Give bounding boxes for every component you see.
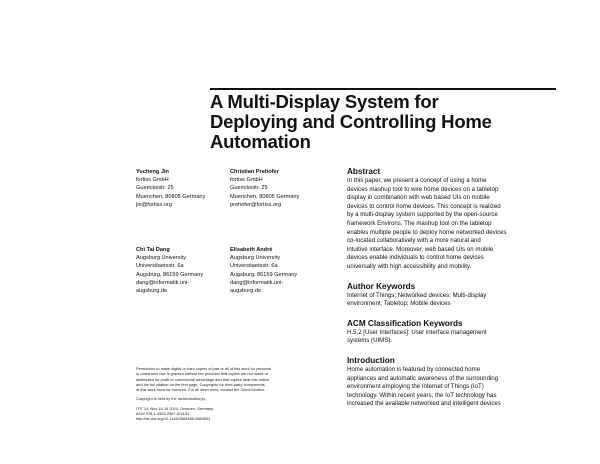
acm-heading: ACM Classification Keywords <box>347 318 463 328</box>
permission-line: distributed for profit or commercial advantage and that copies bear this notice <box>136 376 270 382</box>
abstract-line: universally with high accessibility and mobility. <box>347 262 472 270</box>
intro-line: Home automation is featured by connected home <box>347 365 481 373</box>
permission-line: or classroom use is granted without fee provided that copies are not made or <box>136 371 269 377</box>
abstract-line: devices to control home devices. This concept is realized <box>347 202 501 210</box>
abstract-line: intuitive interface. Moreover, web based UIs on mobile <box>347 245 494 253</box>
doi-line: ACM 978-1-4503-2587-5/14/11. <box>136 411 191 417</box>
author-block <box>230 246 297 295</box>
author-email: dang@informatik.uni- <box>136 279 190 286</box>
intro-line: appliances and automatic awareness of the surrounding <box>347 374 499 382</box>
doi-link[interactable]: http://dx.doi.org/10.1145/2669485.2669553 <box>136 416 211 422</box>
permission-line: and the full citation on the first page. Copyrights for third-party components <box>136 381 265 387</box>
conference-line: ITS '14, Nov 16-19 2014, Dresden, Germany <box>136 405 214 411</box>
keywords-line: Internet of Things; Networked devices; Multi-display <box>347 291 487 299</box>
author-city: Augsburg, 86159 Germany <box>136 271 204 278</box>
author-name: Yucheng Jin <box>136 169 169 175</box>
author-street: Universitaetsstr. 6a <box>230 263 278 270</box>
author-city: Muenchen, 80805 Germany <box>230 193 300 200</box>
permission-block <box>136 366 326 422</box>
intro-line: environment employing the Internet of Things (IoT) <box>347 383 484 391</box>
title-rule <box>210 88 556 90</box>
author-name: Christian Prehofer <box>230 169 279 175</box>
abstract-line: devices enable individuals to control home devices <box>347 254 484 262</box>
abstract-line: devices mashup tool to wire home devices on a tabletop <box>347 185 499 193</box>
abstract-line: display in combination with web based UIs on mobile <box>347 194 490 202</box>
author-street: Guerickestr. 25 <box>136 185 174 192</box>
title-line: Automation <box>210 131 311 152</box>
author-name: Chi Tai Dang <box>136 247 170 253</box>
abstract-line: co-located collaboratively with a more natural and <box>347 237 481 245</box>
intro-body <box>347 366 559 409</box>
intro-heading: Introduction <box>347 355 395 365</box>
acm-line: systems (UIMS). <box>347 337 393 345</box>
abstract-line: by a multi-display system supported by the open-source <box>347 211 498 219</box>
abstract-line: enables multiple people to deploy home networked devices <box>347 228 507 236</box>
abstract-line: framework Environs. The mashup tool on the tabletop <box>347 219 492 227</box>
acm-line: H.5.2 [User Interfaces]: User interface management <box>347 328 487 336</box>
author-email: jin@fortiss.org <box>136 201 172 208</box>
author-email-cont: augsburg.de <box>230 288 262 295</box>
intro-line: increased the available networked and intelligent devices <box>347 400 501 408</box>
author-block <box>230 168 299 209</box>
keywords-heading: Author Keywords <box>347 281 416 291</box>
author-city: Augsburg, 86159 Germany <box>230 271 298 278</box>
author-street: Universitaetsstr. 6a <box>136 263 184 270</box>
permission-line: of this work must be honored. For all other uses, contact the Owner/Author. <box>136 387 266 393</box>
author-email-cont: augsburg.de <box>136 288 168 295</box>
title-line: A Multi-Display System for <box>210 91 439 112</box>
author-affiliation: Augsburg University <box>230 255 281 262</box>
acm-body <box>347 329 559 346</box>
keywords-body <box>347 292 559 309</box>
author-street: Guerickestr. 25 <box>230 185 268 192</box>
keywords-line: environment; Tabletop; Mobile devices <box>347 300 451 308</box>
author-name: Elisabeth André <box>230 247 273 253</box>
abstract-heading: Abstract <box>347 167 381 176</box>
author-city: Muenchen, 80805 Germany <box>136 193 206 200</box>
copyright-line: Copyright is held by the owner/author(s). <box>136 396 207 402</box>
author-block <box>136 168 205 209</box>
author-affiliation: fortiss GmbH <box>136 177 169 184</box>
paper-title <box>210 92 556 152</box>
abstract-body <box>347 177 559 272</box>
author-affiliation: fortiss GmbH <box>230 177 263 184</box>
intro-line: technology. Within recent years, the IoT technology has <box>347 391 497 399</box>
author-email: dang@informatik.uni- <box>230 279 284 286</box>
author-affiliation: Augsburg University <box>136 255 187 262</box>
permission-line: Permission to make digital or hard copies of part or all of this work for personal <box>136 366 272 371</box>
abstract-line: In this paper, we present a concept of using a home <box>347 177 487 184</box>
title-line: Deploying and Controlling Home <box>210 111 492 132</box>
author-email: prehofer@fortiss.org <box>230 201 282 208</box>
author-block <box>136 246 203 295</box>
right-column <box>347 166 559 409</box>
